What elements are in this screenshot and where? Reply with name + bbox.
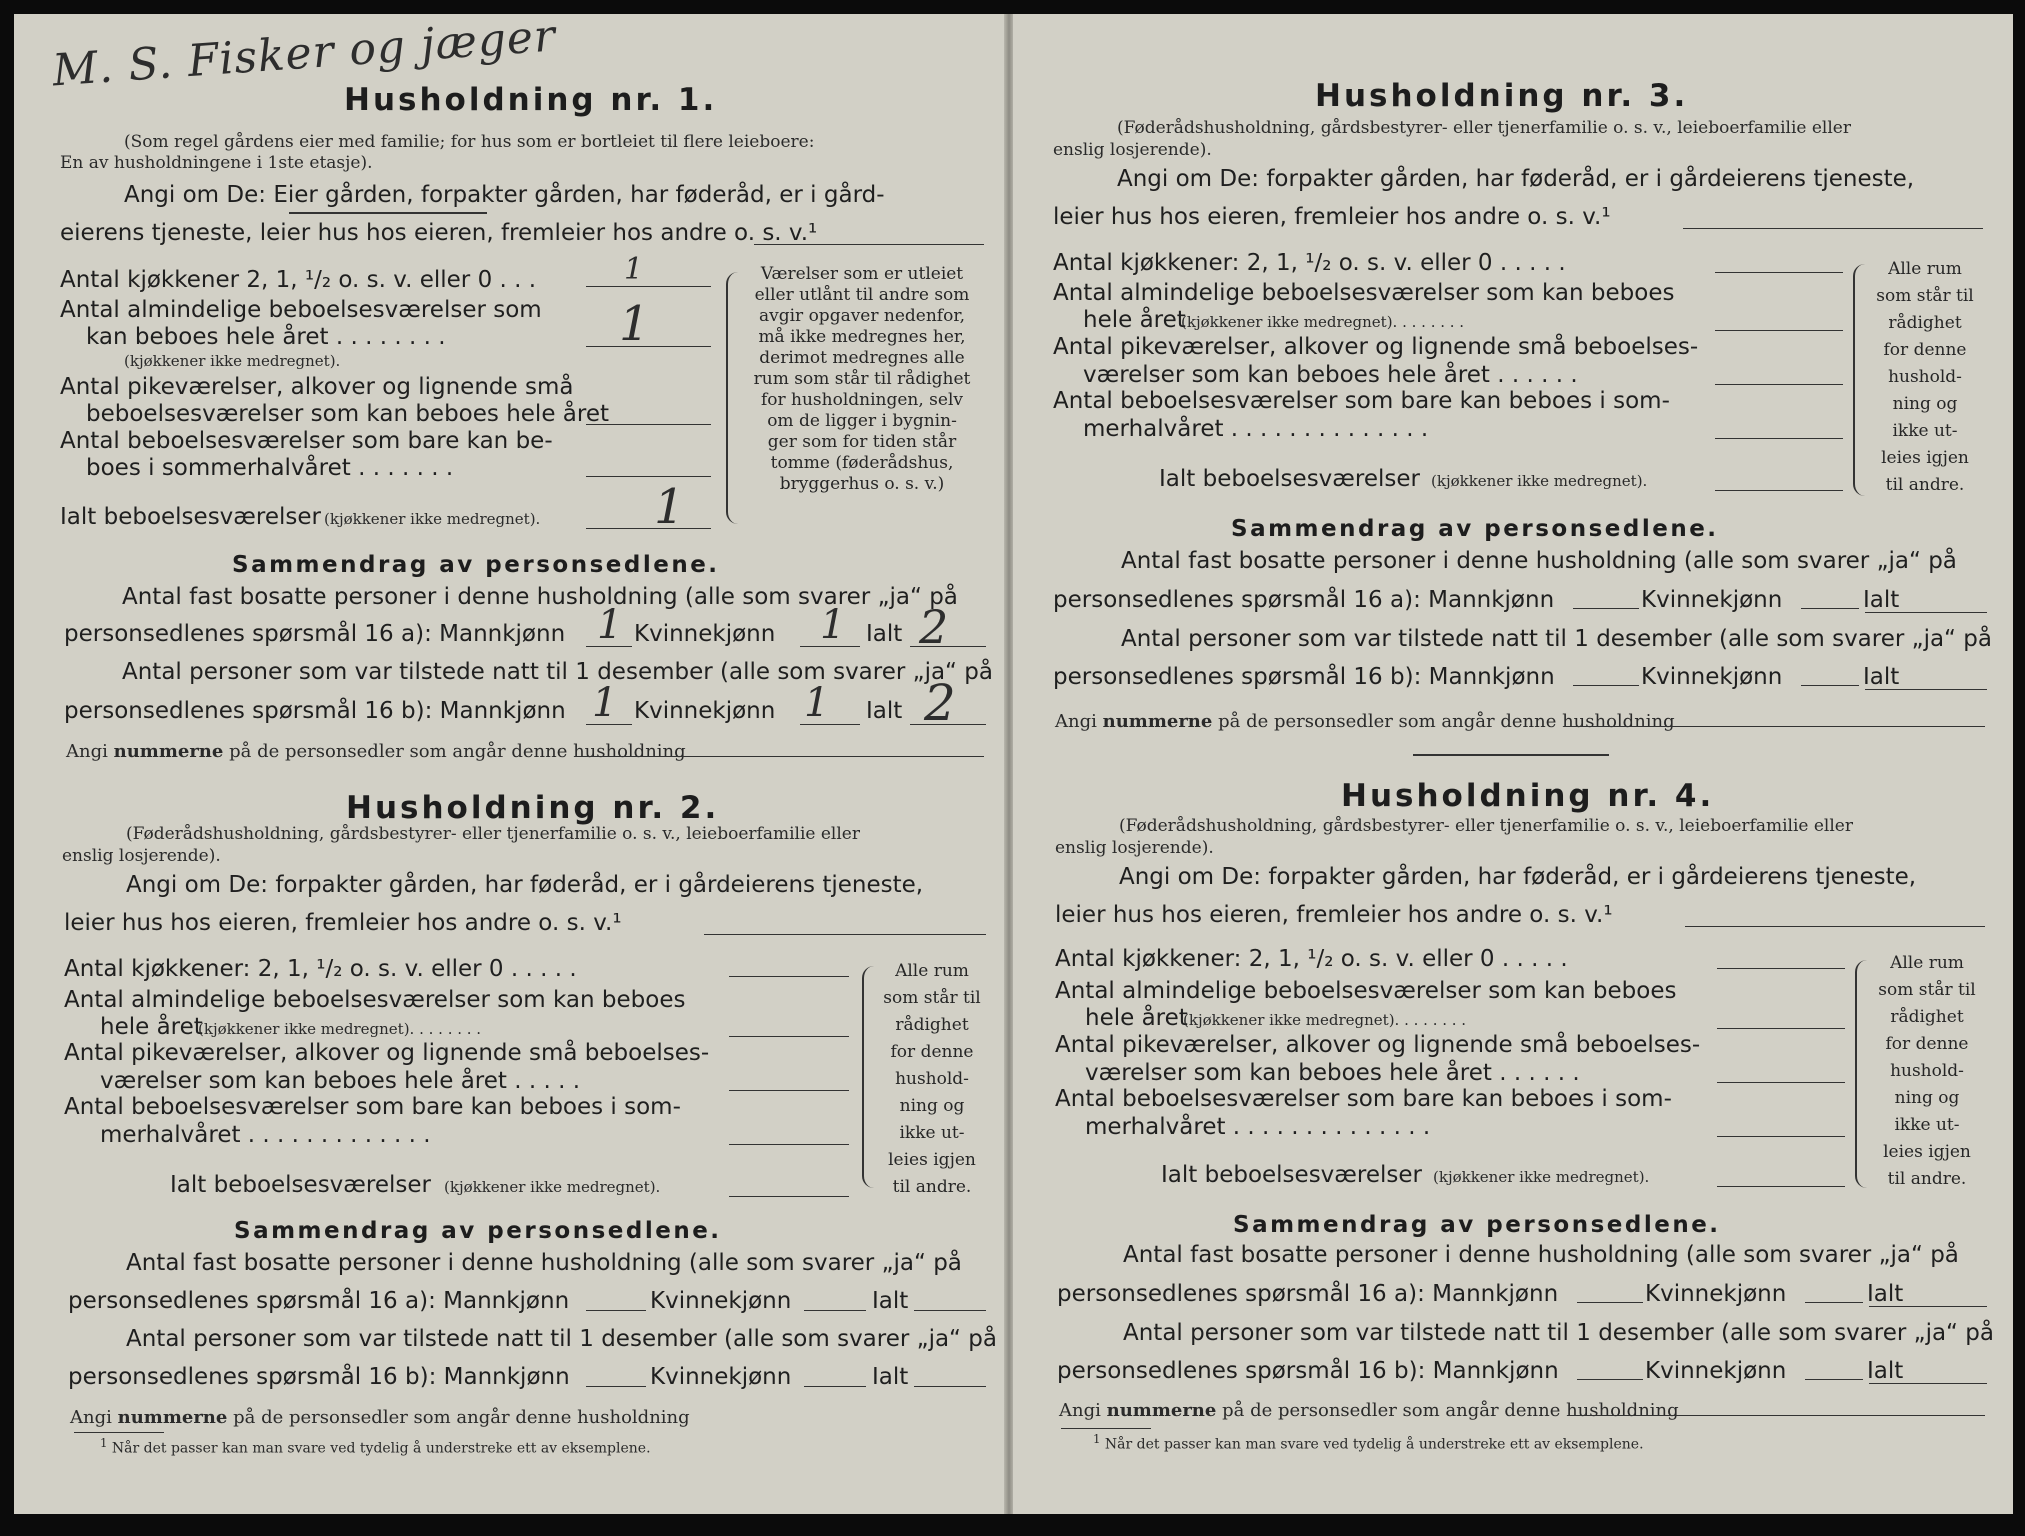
h3-alm-small: (kjøkkener ikke medregnet). . . . . . . . <box>1181 313 1465 331</box>
h2-note-2: enslig losjerende). <box>62 846 221 866</box>
h3-brace <box>1853 264 1865 496</box>
h4-fast-2: personsedlenes spørsmål 16 a): Mannkjønn <box>1057 1281 1559 1307</box>
h4-nummerne-c: på de personsedler som angår denne husholdning <box>1222 1400 1679 1421</box>
h3-nummerne-line <box>1565 726 1985 727</box>
h1-pike-1: Antal pikeværelser, alkover og lignende små <box>60 374 574 400</box>
h1-tilstede-2: personsedlenes spørsmål 16 b): Mannkjønn <box>64 698 566 724</box>
h4-title: Husholdning nr. 4. <box>1341 778 1715 814</box>
h4-sommer-2: merhalvåret . . . . . . . . . . . . . . <box>1085 1114 1431 1140</box>
h4-mann-a-line <box>1577 1302 1643 1303</box>
h1-note-2: En av husholdningene i 1ste etasje). <box>60 153 373 173</box>
h4-side-note-line: ikke ut- <box>1894 1115 1960 1135</box>
h2-ialt-line <box>729 1196 849 1197</box>
h3-side-note-line: ikke ut- <box>1892 421 1958 441</box>
h3-side-note-line: leies igjen <box>1881 448 1969 468</box>
h1-kvinne-b: Kvinnekjønn <box>634 698 776 724</box>
h1-kjokken-line <box>586 286 711 287</box>
h4-side-note-line: for denne <box>1885 1034 1969 1054</box>
h1-nummerne-c: på de personsedler som angår denne husholdning <box>229 741 686 762</box>
h4-sommer-line <box>1717 1136 1845 1137</box>
h3-side-note-line: ning og <box>1892 394 1958 414</box>
h4-ialt-b: Ialt <box>1867 1358 1904 1384</box>
h1-kjokken: Antal kjøkkener 2, 1, ¹/₂ o. s. v. eller 0 . . . <box>60 267 537 293</box>
h4-side-note-line: Alle rum <box>1890 953 1964 973</box>
h4-note-1: (Føderådshusholdning, gårdsbestyrer- eller tjenerfamilie o. s. v., leieboerfamilie eller <box>1119 816 1853 836</box>
h2-ialt-b-line <box>914 1386 986 1387</box>
h3-mann-b-line <box>1573 685 1639 686</box>
h1-side-note-line: derimot medregnes alle <box>759 348 965 368</box>
h4-nummerne-b: nummerne <box>1106 1400 1217 1421</box>
h1-nummerne-line <box>574 756 984 757</box>
h2-kvinne-b-line <box>804 1386 866 1387</box>
h4-tilstede-1: Antal personer som var tilstede natt til 1 desember (alle som svarer „ja“ på <box>1123 1320 1994 1346</box>
h4-kjokken-line <box>1717 968 1845 969</box>
h3-side-note-line: hushold- <box>1888 367 1962 387</box>
h1-sammendrag: Sammendrag av personsedlene. <box>232 552 720 578</box>
h2-kvinne-a: Kvinnekjønn <box>650 1288 792 1314</box>
h1-brace <box>726 272 738 524</box>
h2-side-note-line: ikke ut- <box>899 1123 965 1143</box>
h3-ialt-b-line <box>1865 689 1987 690</box>
h3-sommer-2: merhalvåret . . . . . . . . . . . . . . <box>1083 416 1429 442</box>
h2-side-note-line: som står til <box>883 988 981 1008</box>
h1-note-1: (Som regel gårdens eier med familie; for hus som er bortleiet til flere leieboere: <box>124 132 815 152</box>
h3-title: Husholdning nr. 3. <box>1315 78 1689 114</box>
h4-angi-line <box>1685 926 1985 927</box>
h3-angi-line <box>1683 228 1983 229</box>
h3-alm-1: Antal almindelige beboelsesværelser som kan beboes <box>1053 280 1675 306</box>
h1-ialt-a: Ialt <box>866 621 903 647</box>
h2-side-note-line: rådighet <box>895 1015 969 1035</box>
h3-pike-2: værelser som kan beboes hele året . . . . . . <box>1083 362 1578 388</box>
left-footnote-mark: 1 <box>100 1436 108 1450</box>
h1-tilstede-1: Antal personer som var tilstede natt til 1 desember (alle som svarer „ja“ på <box>122 659 993 685</box>
h2-mann-b-line <box>586 1386 646 1387</box>
h2-pike-line <box>729 1090 849 1091</box>
h3-side-note-line: til andre. <box>1885 475 1965 495</box>
h2-angi-1: Angi om De: forpakter gården, har føderåd, er i gårdeierens tjeneste, <box>126 872 924 898</box>
h1-side-note-line: avgir opgaver nedenfor, <box>758 306 965 326</box>
h1-side-note-line: bryggerhus o. s. v.) <box>779 474 945 494</box>
h3-side-note-line: for denne <box>1883 340 1967 360</box>
h2-nummerne-b: nummerne <box>117 1407 228 1428</box>
h3-angi-2: leier hus hos eieren, fremleier hos andre o. s. v.¹ <box>1053 204 1611 230</box>
h1-hw-i-a: 2 <box>919 600 949 654</box>
h3-ialt-label: Ialt beboelsesværelser <box>1159 466 1420 492</box>
left-page <box>14 10 1004 1514</box>
h1-ialt-label: Ialt beboelsesværelser <box>60 504 321 530</box>
h2-angi-line <box>704 934 986 935</box>
h3-kvinne-b: Kvinnekjønn <box>1641 664 1783 690</box>
h4-ialt-small: (kjøkkener ikke medregnet). <box>1433 1168 1650 1186</box>
h3-side-note <box>1865 256 1985 499</box>
h3-kjokken-line <box>1715 272 1843 273</box>
h4-pike-1: Antal pikeværelser, alkover og lignende små beboelses- <box>1055 1032 1701 1058</box>
h4-sammendrag: Sammendrag av personsedlene. <box>1233 1212 1721 1238</box>
h3-alm-2: hele året <box>1083 307 1186 333</box>
h3-note-1: (Føderådshusholdning, gårdsbestyrer- eller tjenerfamilie o. s. v., leieboerfamilie eller <box>1117 118 1851 138</box>
h2-ialt-b: Ialt <box>872 1364 909 1390</box>
h2-sammendrag: Sammendrag av personsedlene. <box>234 1218 722 1244</box>
h3-sammendrag: Sammendrag av personsedlene. <box>1231 516 1719 542</box>
h1-hw-ialt: 1 <box>654 479 685 535</box>
h4-ialt-line <box>1717 1186 1845 1187</box>
h2-title: Husholdning nr. 2. <box>346 790 720 826</box>
section-divider <box>1413 754 1609 756</box>
h3-note-2: enslig losjerende). <box>1053 140 1212 160</box>
h2-side-note-line: ning og <box>899 1096 965 1116</box>
h1-side-note <box>738 264 986 495</box>
h2-kjokken-line <box>729 976 849 977</box>
h4-side-note-line: ning og <box>1894 1088 1960 1108</box>
h4-ialt-b-line <box>1869 1383 1987 1384</box>
h1-pike-2: beboelsesværelser som kan beboes hele året <box>86 401 609 427</box>
h2-ialt-label: Ialt beboelsesværelser <box>170 1172 431 1198</box>
h1-angi-2: eierens tjeneste, leier hus hos eieren, fremleier hos andre o. s. v.¹ <box>60 220 818 246</box>
h3-side-note-line: rådighet <box>1888 313 1962 333</box>
h4-side-note <box>1867 950 1987 1193</box>
h3-nummerne-b: nummerne <box>1102 711 1213 732</box>
h4-nummerne <box>1059 1400 1679 1421</box>
h3-fast-2: personsedlenes spørsmål 16 a): Mannkjønn <box>1053 587 1555 613</box>
h1-pike-line <box>586 424 711 425</box>
h3-tilstede-2: personsedlenes spørsmål 16 b): Mannkjønn <box>1053 664 1555 690</box>
h4-side-note-line: rådighet <box>1890 1007 1964 1027</box>
h4-alm-small: (kjøkkener ikke medregnet). . . . . . . . <box>1183 1011 1467 1029</box>
h3-ialt-b: Ialt <box>1863 664 1900 690</box>
h2-alm-1: Antal almindelige beboelsesværelser som kan beboes <box>64 987 686 1013</box>
h3-sommer-1: Antal beboelsesværelser som bare kan beboes i som- <box>1053 388 1670 414</box>
h3-tilstede-1: Antal personer som var tilstede natt til 1 desember (alle som svarer „ja“ på <box>1121 626 1992 652</box>
h4-angi-2: leier hus hos eieren, fremleier hos andre o. s. v.¹ <box>1055 902 1613 928</box>
h1-sommer-1: Antal beboelsesværelser som bare kan be- <box>60 428 553 454</box>
h1-hw-k-b: 1 <box>804 680 830 726</box>
h1-nummerne <box>66 741 686 762</box>
h2-ialt-a: Ialt <box>872 1288 909 1314</box>
h1-hw-m-b: 1 <box>592 680 618 726</box>
h2-nummerne-a: Angi <box>70 1407 112 1428</box>
h1-fast-1: Antal fast bosatte personer i denne husholdning (alle som svarer „ja“ på <box>122 584 958 610</box>
h1-kvinne-a: Kvinnekjønn <box>634 621 776 647</box>
h1-side-note-line: må ikke medregnes her, <box>758 327 966 347</box>
h4-note-2: enslig losjerende). <box>1055 838 1214 858</box>
h3-side-note-line: som står til <box>1876 286 1974 306</box>
h1-ialt-small: (kjøkkener ikke medregnet). <box>324 510 541 528</box>
h1-side-note-line: Værelser som er utleiet <box>760 264 964 284</box>
h2-side-note-line: for denne <box>890 1042 974 1062</box>
h4-brace <box>1855 960 1867 1188</box>
h3-nummerne-a: Angi <box>1055 711 1097 732</box>
handwritten-title: M. S. Fisker og jæger <box>50 10 558 97</box>
h2-kvinne-b: Kvinnekjønn <box>650 1364 792 1390</box>
right-footnote-rule <box>1061 1428 1151 1429</box>
h2-fast-1: Antal fast bosatte personer i denne husholdning (alle som svarer „ja“ på <box>126 1250 962 1276</box>
h3-kvinne-a: Kvinnekjønn <box>1641 587 1783 613</box>
h1-alm-3: (kjøkkener ikke medregnet). <box>124 352 341 370</box>
h4-side-note-line: som står til <box>1878 980 1976 1000</box>
h4-alm-2: hele året <box>1085 1005 1188 1031</box>
h2-side-note-line: hushold- <box>895 1069 969 1089</box>
h3-kjokken: Antal kjøkkener: 2, 1, ¹/₂ o. s. v. eller 0 . . . . . <box>1053 250 1566 276</box>
h4-fast-1: Antal fast bosatte personer i denne husholdning (alle som svarer „ja“ på <box>1123 1242 1959 1268</box>
h4-tilstede-2: personsedlenes spørsmål 16 b): Mannkjønn <box>1057 1358 1559 1384</box>
h4-alm-line <box>1717 1028 1845 1029</box>
h4-kvinne-b-line <box>1805 1379 1863 1380</box>
h1-title: Husholdning nr. 1. <box>344 82 718 118</box>
h2-side-note-line: til andre. <box>892 1177 972 1197</box>
h2-tilstede-1: Antal personer som var tilstede natt til 1 desember (alle som svarer „ja“ på <box>126 1326 997 1352</box>
h3-ialt-a: Ialt <box>1863 587 1900 613</box>
h2-fast-2: personsedlenes spørsmål 16 a): Mannkjønn <box>68 1288 570 1314</box>
h2-side-note-line: leies igjen <box>888 1150 976 1170</box>
h4-ialt-a: Ialt <box>1867 1281 1904 1307</box>
h1-side-note-line: tomme (føderådshus, <box>770 453 954 473</box>
h1-side-note-line: om de ligger i bygnin- <box>767 411 957 431</box>
h2-pike-2: værelser som kan beboes hele året . . . . . <box>100 1068 581 1094</box>
right-page <box>1013 14 2013 1514</box>
h3-sommer-line <box>1715 438 1843 439</box>
h2-pike-1: Antal pikeværelser, alkover og lignende små beboelses- <box>64 1040 710 1066</box>
h2-note-1: (Føderådshusholdning, gårdsbestyrer- eller tjenerfamilie o. s. v., leieboerfamilie eller <box>126 824 860 844</box>
h3-fast-1: Antal fast bosatte personer i denne husholdning (alle som svarer „ja“ på <box>1121 548 1957 574</box>
h2-sommer-1: Antal beboelsesværelser som bare kan beboes i som- <box>64 1094 681 1120</box>
h3-pike-1: Antal pikeværelser, alkover og lignende små beboelses- <box>1053 334 1699 360</box>
right-footnote-mark: 1 <box>1093 1432 1101 1446</box>
h3-kvinne-a-line <box>1801 608 1859 609</box>
h2-nummerne <box>70 1407 690 1428</box>
h2-kvinne-a-line <box>804 1310 866 1311</box>
h4-sommer-1: Antal beboelsesværelser som bare kan beboes i som- <box>1055 1086 1672 1112</box>
h2-sommer-2: merhalvåret . . . . . . . . . . . . . <box>100 1122 431 1148</box>
h1-nummerne-b: nummerne <box>113 741 224 762</box>
h3-ialt-a-line <box>1865 612 1987 613</box>
h1-hw-k-a: 1 <box>820 602 846 648</box>
h2-ialt-a-line <box>914 1310 986 1311</box>
h4-kjokken: Antal kjøkkener: 2, 1, ¹/₂ o. s. v. eller 0 . . . . . <box>1055 946 1568 972</box>
h2-side-note <box>872 958 992 1201</box>
h1-hw-i-b: 2 <box>924 674 956 732</box>
h2-tilstede-2: personsedlenes spørsmål 16 b): Mannkjønn <box>68 1364 570 1390</box>
h4-nummerne-line <box>1569 1415 1985 1416</box>
h1-hw-m-a: 1 <box>597 602 623 648</box>
h4-pike-2: værelser som kan beboes hele året . . . . . . <box>1085 1060 1580 1086</box>
h1-alm-1: Antal almindelige beboelsesværelser som <box>60 297 542 323</box>
h2-kjokken: Antal kjøkkener: 2, 1, ¹/₂ o. s. v. eller 0 . . . . . <box>64 956 577 982</box>
right-footnote-text: Når det passer kan man svare ved tydelig å understreke ett av eksemplene. <box>1104 1436 1644 1453</box>
h3-angi-1: Angi om De: forpakter gården, har føderåd, er i gårdeierens tjeneste, <box>1117 166 1915 192</box>
h1-angi-line <box>754 244 984 245</box>
h2-sommer-line <box>729 1144 849 1145</box>
h1-sommer-2: boes i sommerhalvåret . . . . . . . <box>86 455 454 481</box>
h4-side-note-line: hushold- <box>1890 1061 1964 1081</box>
h1-side-note-line: for husholdningen, selv <box>760 390 964 410</box>
h4-side-note-line: til andre. <box>1887 1169 1967 1189</box>
h4-nummerne-a: Angi <box>1059 1400 1101 1421</box>
h4-side-note-line: leies igjen <box>1883 1142 1971 1162</box>
left-footnote-text: Når det passer kan man svare ved tydelig å understreke ett av eksemplene. <box>111 1440 651 1457</box>
h1-ialt-b: Ialt <box>866 698 903 724</box>
h4-mann-b-line <box>1577 1379 1643 1380</box>
h1-side-note-line: eller utlånt til andre som <box>754 285 970 305</box>
h2-alm-2: hele året <box>100 1014 203 1040</box>
h3-pike-line <box>1715 384 1843 385</box>
h2-alm-small: (kjøkkener ikke medregnet). . . . . . . . <box>198 1020 482 1038</box>
h1-nummerne-a: Angi <box>66 741 108 762</box>
h1-hw-alm: 1 <box>619 296 650 352</box>
h3-alm-line <box>1715 330 1843 331</box>
h3-ialt-line <box>1715 490 1843 491</box>
h3-mann-a-line <box>1573 608 1639 609</box>
h2-nummerne-line <box>74 1432 164 1433</box>
h4-alm-1: Antal almindelige beboelsesværelser som kan beboes <box>1055 978 1677 1004</box>
h4-ialt-a-line <box>1869 1306 1987 1307</box>
h1-sommer-line <box>586 476 711 477</box>
h2-side-note-line: Alle rum <box>895 961 969 981</box>
h1-eier-underline <box>289 212 487 214</box>
h2-angi-2: leier hus hos eieren, fremleier hos andre o. s. v.¹ <box>64 910 622 936</box>
h4-ialt-label: Ialt beboelsesværelser <box>1161 1162 1422 1188</box>
h4-angi-1: Angi om De: forpakter gården, har føderåd, er i gårdeierens tjeneste, <box>1119 864 1917 890</box>
h1-fast-2: personsedlenes spørsmål 16 a): Mannkjønn <box>64 621 566 647</box>
right-footnote <box>1093 1432 1644 1453</box>
h1-ialt-line <box>586 528 711 529</box>
h3-ialt-small: (kjøkkener ikke medregnet). <box>1431 472 1648 490</box>
h4-pike-line <box>1717 1082 1845 1083</box>
h2-mann-a-line <box>586 1310 646 1311</box>
h1-hw-kjokken: 1 <box>624 252 644 287</box>
h2-ialt-small: (kjøkkener ikke medregnet). <box>444 1178 661 1196</box>
h1-alm-2: kan beboes hele året . . . . . . . . <box>86 324 446 350</box>
h1-angi-1: Angi om De: Eier gården, forpakter gården, har føderåd, er i gård- <box>124 182 885 208</box>
h4-kvinne-a: Kvinnekjønn <box>1645 1281 1787 1307</box>
h3-nummerne-c: på de personsedler som angår denne husholdning <box>1218 711 1675 732</box>
h4-kvinne-b: Kvinnekjønn <box>1645 1358 1787 1384</box>
h2-nummerne-c: på de personsedler som angår denne husholdning <box>233 1407 690 1428</box>
h3-kvinne-b-line <box>1801 685 1859 686</box>
h4-kvinne-a-line <box>1805 1302 1863 1303</box>
h2-alm-line <box>729 1036 849 1037</box>
left-footnote <box>100 1436 651 1457</box>
h3-side-note-line: Alle rum <box>1888 259 1962 279</box>
h3-nummerne <box>1055 711 1675 732</box>
h1-side-note-line: rum som står til rådighet <box>753 369 971 389</box>
h1-side-note-line: ger som for tiden står <box>767 432 957 452</box>
